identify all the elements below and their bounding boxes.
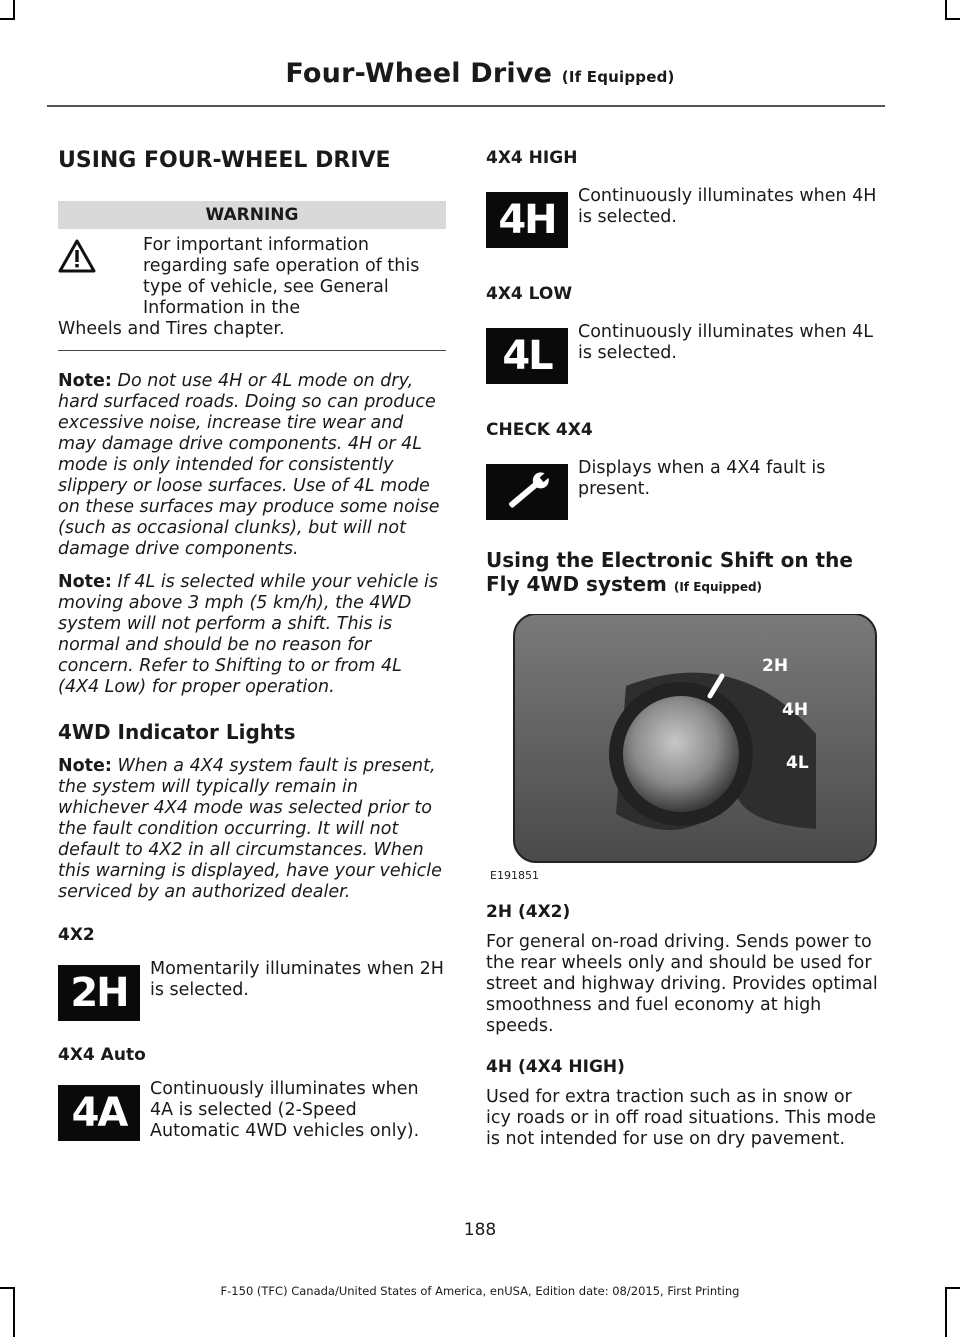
right-column [486,140,878,1150]
chapter-title [0,58,960,89]
ind-high-heading: 4X4 HIGH [486,148,578,168]
indicator-4h-icon: 4H [486,192,568,248]
chapter-title-text: Four-Wheel Drive [285,58,553,89]
ind-check-text: Displays when a 4X4 fault is present. [578,458,826,499]
mode-4h-heading: 4H (4X4 HIGH) [486,1057,625,1077]
shift-dial-illustration [486,614,878,884]
ind-high-text: Continuously illuminates when 4H is selected. [578,186,877,227]
warning-text-full: Wheels and Tires chapter. [58,319,285,339]
wrench-icon [486,464,568,520]
crop-mark [945,18,960,20]
shift-dial-figure [486,614,878,884]
note-text: When a 4X4 system fault is present, the system will typically remain in whichever 4X4 mode was selected prior to the fault condition occurring. It will not default to 4X2 in all circumstances. When this warning is displayed, have your vehicle serviced by an authorized dealer. [58,756,442,902]
page-number: 188 [463,1220,497,1240]
warning-box [58,235,446,351]
note-text: If 4L is selected while your vehicle is moving above 3 mph (5 km/h), the 4WD system will not perform a shift. This is normal and should be no reason for concern. Refer to Shifting to or from 4L (4X4 Low) for proper operation. [58,572,439,697]
ind-4x4auto-text: Continuously illuminates when 4A is selected (2-Speed Automatic 4WD vehicles only). [150,1079,420,1141]
warning-text-indented: For important information regarding safe operation of this type of vehicle, see General Information in the [143,235,420,318]
mode-2h-heading: 2H (4X2) [486,902,571,922]
esof-heading-suffix: (If Equipped) [673,580,763,594]
indicator-2h-icon: 2H [58,965,140,1021]
note-4l-speed [58,572,446,698]
indicator-4a-icon: 4A [58,1085,140,1141]
note-label: Note: [58,371,112,391]
ind-high-row [486,186,878,262]
crop-mark [13,0,15,20]
note-4x4-fault [58,756,446,903]
dial-label-4h: 4H [782,700,809,720]
mode-4h-text: Used for extra traction such as in snow or icy roads or in off road situations. This mode is not intended for use on dry pavement. [486,1087,877,1149]
ind-low-row [486,322,878,398]
ind-4x2-text: Momentarily illuminates when 2H is selected. [150,959,444,1000]
esof-heading [486,548,878,596]
ind-low-text: Continuously illuminates when 4L is selected. [578,322,874,363]
crop-mark [945,0,947,20]
warning-triangle-icon [58,239,96,279]
header-divider [47,105,885,107]
ind-low-heading: 4X4 LOW [486,284,573,304]
note-label: Note: [58,572,112,592]
section-title: USING FOUR-WHEEL DRIVE [58,148,391,173]
ind-check-row [486,458,878,534]
left-column [58,140,446,1155]
indicator-lights-heading: 4WD Indicator Lights [58,720,296,744]
ind-4x2-heading: 4X2 [58,925,95,945]
footer-edition: F-150 (TFC) Canada/United States of America, enUSA, Edition date: 08/2015, First Printing [220,1284,740,1298]
ind-4x4auto-heading: 4X4 Auto [58,1045,146,1065]
dial-label-4l: 4L [786,753,809,773]
esof-heading-text: Using the Electronic Shift on the Fly 4WD system [486,548,853,596]
note-4h-4l-dry-roads [58,371,446,560]
note-text: Do not use 4H or 4L mode on dry, hard surfaced roads. Doing so can produce excessive noise, increase tire wear and may damage drive components. 4H or 4L mode is only intended for consistently slippery or loose surfaces. Use of 4L mode on these surfaces may produce some noise (such as occasional clunks), but will not damage drive components. [58,371,440,559]
chapter-title-suffix: (If Equipped) [561,68,675,86]
note-label: Note: [58,756,112,776]
crop-mark [0,18,15,20]
figure-code: E191851 [490,869,539,882]
ind-4x2-row [58,959,446,1035]
mode-2h-text: For general on-road driving. Sends power to the rear wheels only and should be used for street and highway driving. Provides optimal smoothness and fuel economy at high speeds. [486,932,878,1036]
indicator-4l-icon: 4L [486,328,568,384]
warning-label: WARNING [58,201,446,229]
ind-4x4auto-row [58,1079,446,1155]
ind-check-heading: CHECK 4X4 [486,420,593,440]
dial-label-2h: 2H [762,656,789,676]
